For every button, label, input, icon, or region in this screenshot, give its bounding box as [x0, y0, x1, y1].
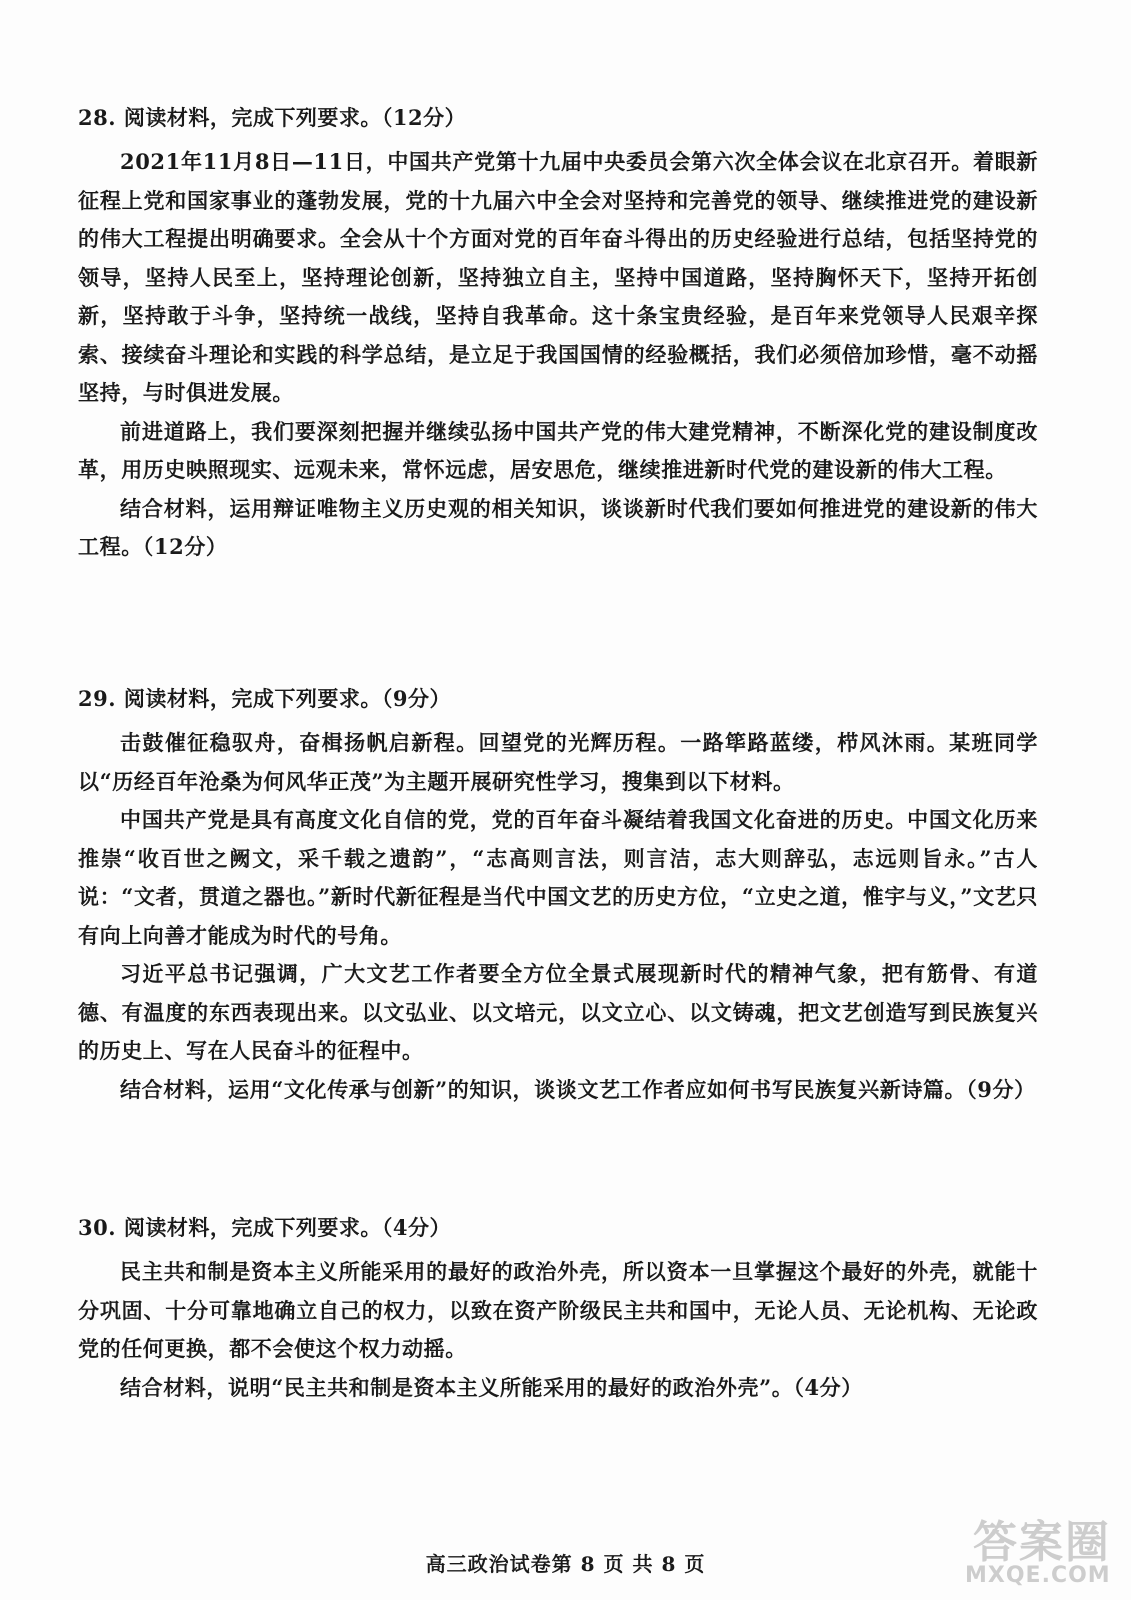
watermark-logo: 答案圈	[973, 1517, 1111, 1568]
material-paragraph: 习近平总书记强调，广大文艺工作者要全方位全景式展现新时代的精神气象，把有筋骨、有道德、有温度的东西表现出来。以文弘业、以文培元，以文立心、以文铸魂，把文艺创造写到民族复兴的历史上、写在人民奋斗的征程中。	[78, 961, 1038, 1063]
material-paragraph: 2021年11月8日—11日，中国共产党第十九届中央委员会第六次全体会议在北京召开。着眼新征程上党和国家事业的蓬勃发展，党的十九届六中全会对坚持和完善党的领导、继续推进党的建设新的伟大工程提出明确要求。全会从十个方面对党的百年奋斗得出的历史经验进行总结，包括坚持党的领导，坚持人民至上，坚持理论创新，坚持独立自主，坚持中国道路，坚持胸怀天下，坚持开拓创新，坚持敢于斗争，坚持统一战线，坚持自我革命。这十条宝贵经验，是百年来党领导人民艰辛探索、接续奋斗理论和实践的科学总结，是立足于我国国情的经验概括，我们必须倍加珍惜，毫不动摇坚持，与时俱进发展。	[78, 149, 1038, 405]
watermark-url: MXQE.COM	[965, 1563, 1111, 1588]
material-paragraph: 前进道路上，我们要深刻把握并继续弘扬中国共产党的伟大建党精神，不断深化党的建设制度改革，用历史映照现实、远观未来，常怀远虑，居安思危，继续推进新时代党的建设新的伟大工程。	[78, 418, 1038, 482]
question-prompt: 结合材料，说明“民主共和制是资本主义所能采用的最好的政治外壳”。（4分）	[120, 1374, 863, 1400]
question-title: 28. 阅读材料，完成下列要求。（12分）	[78, 105, 467, 130]
question-prompt: 结合材料，运用辩证唯物主义历史观的相关知识，谈谈新时代我们要如何推进党的建设新的伟大工程。（12分）	[78, 495, 1038, 559]
question-30	[78, 1213, 1038, 1407]
watermark	[965, 1506, 1113, 1588]
material-paragraph: 中国共产党是具有高度文化自信的党，党的百年奋斗凝结着我国文化奋进的历史。中国文化历来推崇“收百世之阙文，采千载之遗韵”，“志高则言法，则言洁，志大则辞弘，志远则旨永。”古人说：“文者，贯道之器也。”新时代新征程是当代中国文艺的历史方位，“立史之道，惟宇与义，”文艺只有向上向善才能成为时代的号角。	[78, 807, 1038, 948]
material-paragraph: 击鼓催征稳驭舟，奋楫扬帆启新程。回望党的光辉历程。一路筚路蓝缕，栉风沐雨。某班同学以“历经百年沧桑为何风华正茂”为主题开展研究性学习，搜集到以下材料。	[78, 730, 1038, 794]
material-paragraph: 民主共和制是资本主义所能采用的最好的政治外壳，所以资本一旦掌握这个最好的外壳，就能十分巩固、十分可靠地确立自己的权力，以致在资产阶级民主共和国中，无论人员、无论机构、无论政党的任何更换，都不会使这个权力动摇。	[78, 1259, 1038, 1361]
page-footer: 高三政治试卷第 8 页 共 8 页	[425, 1552, 706, 1576]
question-29	[78, 684, 1038, 1109]
question-prompt: 结合材料，运用“文化传承与创新”的知识，谈谈文艺工作者应如何书写民族复兴新诗篇。（9分）	[120, 1076, 1036, 1102]
question-title: 29. 阅读材料，完成下列要求。（9分）	[78, 686, 451, 711]
question-title: 30. 阅读材料，完成下列要求。（4分）	[78, 1215, 451, 1240]
question-28	[78, 103, 1038, 567]
